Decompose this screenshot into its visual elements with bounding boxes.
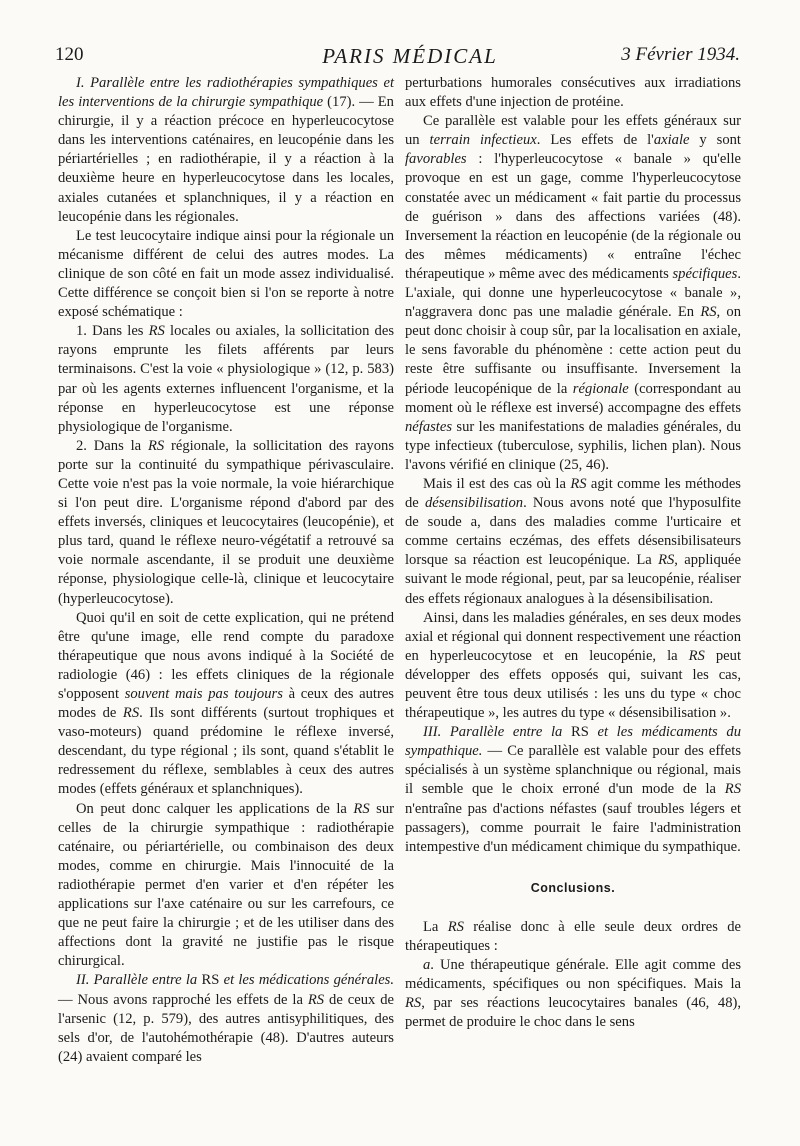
page-header (0, 0, 800, 80)
section-title: III. Parallèle entre la RS et les médicaments du sympathique. (405, 724, 741, 760)
left-column (58, 74, 394, 1067)
paragraph: perturbations humorales consécutives aux irradiations aux effets d'une injection de protéine. (405, 75, 741, 111)
right-column (405, 74, 741, 1033)
paragraph: III. Parallèle entre la RS et les médicaments du sympathique. — Ce parallèle est valable pour des effets spécialisés à un système splanchnique ou régional, mais il semble que le choix erroné d'un mode de la RS n'entraîne pas d'actions néfastes (sauf troubles légers et passagers), comme pourrait le faire l'administration intempestive d'un médicament chimique du sympathique. (405, 724, 741, 855)
paragraph: Mais il est des cas où la RS agit comme les méthodes de désensibilisation. Nous avons noté que l'hyposulfite de soude a, dans des maladies comme l'urticaire et comme certains eczémas, des effets désensibilisateurs lorsque sa réaction est leucopénique. La RS, appliquée suivant le mode régional, peut, par sa leucopénie, réaliser des effets régionaux analogues à la désensibilisation. (405, 475, 741, 607)
paragraph: Quoi qu'il en soit de cette explication, qui ne prétend être qu'une image, elle rend compte du paradoxe thérapeutique que nous avons indiqué à la Société de radiologie (46) : les effets cliniques de la régionale s'opposent souvent mais pas toujours à ceux des autres modes de RS. Ils sont différents (surtout trophiques et vaso-moteurs) quand prédomine le réflexe inversé, descendant, du type régional ; ils sont, quand s'établit le redressement du réflexe, semblables à ceux des autres modes (effets généraux et splanchniques). (58, 609, 394, 798)
page-number: 120 (55, 44, 84, 65)
paragraph: Ainsi, dans les maladies générales, en ses deux modes axial et régional qui donnent respectivement une réaction en hyperleucocytose et en leucopénie, la RS peut développer des effets opposés qui, suivant les cas, peuvent être tous deux utilisés : les uns du type « choc thérapeutique », les autres du type « désensibilisation ». (405, 609, 741, 722)
paragraph: a. Une thérapeutique générale. Elle agit comme des médicaments, spécifiques ou non spécifiques. Mais la RS, par ses réactions leucocytaires banales (46, 48), permet de produire le choc dans le sens (405, 957, 741, 1031)
journal-title: PARIS MÉDICAL (322, 44, 498, 68)
section-title: II. Parallèle entre la RS et les médications générales. (76, 972, 394, 989)
paragraph: Le test leucocytaire indique ainsi pour la régionale un mécanisme différent de celui des autres modes. La clinique de son côté en fait un mode assez individualisé. Cette différence se conçoit bien si l'on se reporte à notre exposé schématique : (58, 227, 394, 321)
paragraph: On peut donc calquer les applications de la RS sur celles de la chirurgie sympathique : radiothérapie caténaire, ou périartérielle, ou combinaison des deux modes, comme en chirurgie. Mais l'innocuité de la radiothérapie permet d'en varier et d'en répéter les applications sur l'axe caténaire ou sur les carrefours, ce que ne peut faire la chirurgie ; et de les utiliser dans des affections dont la gravité ne justifie pas le risque chirurgical. (58, 800, 394, 970)
paragraph: II. Parallèle entre la RS et les médications générales. — Nous avons rapproché les effets de la RS de ceux de l'arsenic (12, p. 579), des autres antisyphilitiques, des sels d'or, de l'autohémothérapie (48). D'autres auteurs (24) avaient comparé les (58, 972, 394, 1065)
section-title: I. Parallèle entre les radiothérapies sympathiques et les interventions de la chirurgie sympathique (58, 75, 394, 111)
paragraph: 1. Dans les RS locales ou axiales, la sollicitation des rayons emprunte les filets afférents par leurs terminaisons. C'est la voie « physiologique » (12, p. 583) par où les agents externes influencent l'organisme, et la réponse en hyperleucocytose est une réponse physiologique de l'organisme. (58, 323, 394, 435)
issue-date: 3 Février 1934. (621, 44, 740, 65)
conclusions-heading: Conclusions. (530, 880, 616, 895)
paragraph: La RS réalise donc à elle seule deux ordres de thérapeutiques : (405, 918, 741, 955)
paragraph: 2. Dans la RS régionale, la sollicitation des rayons porte sur la continuité du sympathique périvasculaire. Cette voie n'est pas la voie normale, la voie hiérarchique si l'on peut dire. L'organisme répond d'abord par des effets inversés, cliniques et leucocytaires (leucopénie), et plus tard, quand le réflexe neuro-végétatif a retrouvé sa voie normale ascendante, il se produit une deuxième réponse, physiologique celle-là, clinique et leucocytaire (hyperleucocytose). (58, 437, 394, 607)
paragraph: Ce parallèle est valable pour les effets généraux sur un terrain infectieux. Les effets de l'axiale y sont favorables : l'hyperleucocytose « banale » qu'elle provoque en est un gage, comme l'hyperleucocytose constatée avec un médicament « fait partie du processus de guérison » dans des affections variées (48). Inversement la réaction en leucopénie (de la régionale ou des mêmes médicaments) « entraîne l'échec thérapeutique » même avec des médicaments spécifiques. L'axiale, qui donne une hyperleucocytose « banale », n'aggravera donc pas une maladie générale. En RS, on peut donc choisir à coup sûr, par la localisation en axiale, le sens favorable du phénomène : cette action peut du reste être suffisante ou insuffisante. Inversement la période leucopénique de la régionale (correspondant au moment où le réflexe est inversé) accompagne des effets néfastes sur les manifestations de maladies générales, du type infectieux (tuberculose, syphilis, lichen plan). Nous l'avons vérifié en clinique (25, 46). (405, 113, 741, 473)
paragraph: I. Parallèle entre les radiothérapies sympathiques et les interventions de la chirurgie sympathique (17). — En chirurgie, il y a réaction précoce en hyperleucocytose dans les interventions caténaires, en leucopénie dans les périartérielles ; en radiothérapie, il y a réaction à la deuxième heure en hyperleucocytose dans les locales, axiales cutanées et splanchniques, il y a réaction en leucopénie dans les régionales. (58, 75, 394, 225)
